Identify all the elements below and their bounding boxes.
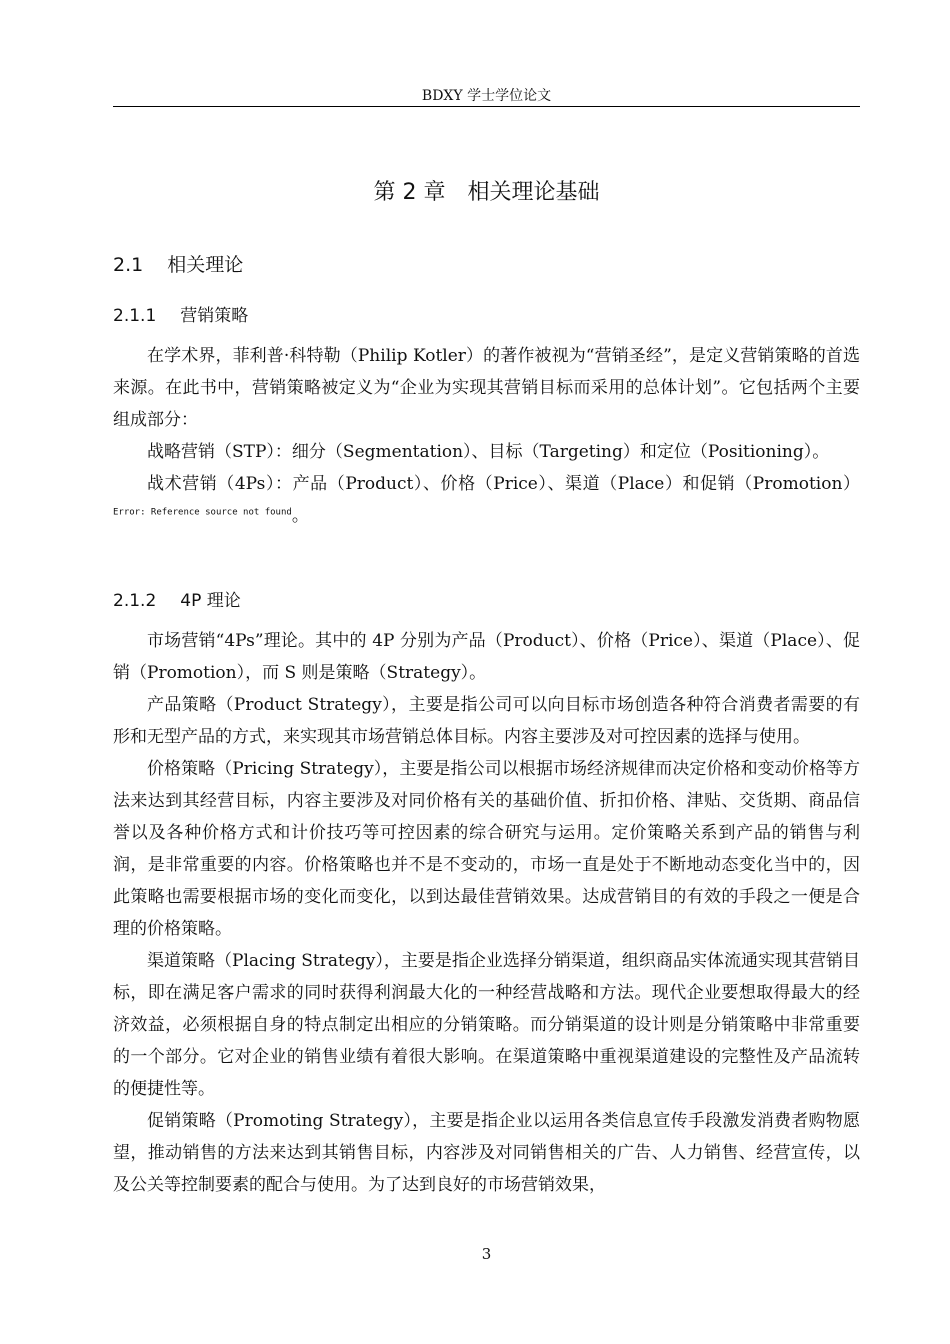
- paragraph: 产品策略（Product Strategy），主要是指公司可以向目标市场创造各种符合消费者需要的有形和无型产品的方式，来实现其市场营销总体目标。内容主要涉及对可控因素的选择与使用。: [113, 695, 860, 747]
- subsection-2-1-1-body: [113, 340, 860, 532]
- subsection-title: 4P 理论: [180, 591, 241, 611]
- reference-error: Error: Reference source not found: [113, 507, 292, 518]
- paragraph: 促销策略（Promoting Strategy），主要是指企业以运用各类信息宣传手段激发消费者购物愿望，推动销售的方法来达到其销售目标，内容涉及对同销售相关的广告、人力销售、经营宣传，以及公关等控制要素的配合与使用。为了达到良好的市场营销效果，: [113, 1111, 860, 1195]
- paragraph: 在学术界，菲利普·科特勒（Philip Kotler）的著作被视为“营销圣经”，是定义营销策略的首选来源。在此书中，营销策略被定义为“企业为实现其营销目标而采用的总体计划”。它包括两个主要组成部分：: [113, 346, 860, 430]
- chapter-number: 第 2 章: [373, 180, 446, 205]
- paragraph: 渠道策略（Placing Strategy），主要是指企业选择分销渠道，组织商品实体流通实现其营销目标，即在满足客户需求的同时获得利润最大化的一种经营战略和方法。现代企业要想取得最大的经济效益，必须根据自身的特点制定出相应的分销策略。而分销渠道的设计则是分销策略中非常重要的一个部分。它对企业的销售业绩有着很大影响。在渠道策略中重视渠道建设的完整性及产品流转的便捷性等。: [113, 951, 860, 1099]
- paragraph-text: 战术营销（4Ps）：产品（Product）、价格（Price）、渠道（Place）和促销（Promotion）: [147, 474, 860, 494]
- subsection-number: 2.1.2: [113, 591, 157, 611]
- paragraph: 战略营销（STP）：细分（Segmentation）、目标（Targeting）和定位（Positioning）。: [147, 442, 830, 462]
- chapter-heading: [113, 176, 860, 210]
- section-heading: [113, 250, 243, 280]
- section-number: 2.1: [113, 254, 144, 276]
- paragraph-end: 。: [291, 506, 309, 526]
- page-number: 3: [481, 1245, 492, 1263]
- chapter-title: 相关理论基础: [467, 180, 600, 205]
- paragraph: [113, 468, 860, 532]
- subsection-heading-2-1-2: [113, 587, 241, 615]
- running-header: BDXY 学士学位论文: [421, 88, 552, 104]
- header-rule: [113, 106, 860, 107]
- subsection-2-1-2-body: [113, 625, 860, 1201]
- subsection-title: 营销策略: [180, 306, 249, 326]
- section-title: 相关理论: [167, 254, 244, 276]
- paragraph: 市场营销“4Ps”理论。其中的 4P 分别为产品（Product）、价格（Price）、渠道（Place）、促销（Promotion），而 S 则是策略（Strategy）。: [113, 631, 860, 683]
- paragraph: 价格策略（Pricing Strategy），主要是指公司以根据市场经济规律而决定价格和变动价格等方法来达到其经营目标，内容主要涉及对同价格有关的基础价值、折扣价格、津贴、交货期、商品信誉以及各种价格方式和计价技巧等可控因素的综合研究与运用。定价策略关系到产品的销售与利润，是非常重要的内容。价格策略也并不是不变动的，市场一直是处于不断地动态变化当中的，因此策略也需要根据市场的变化而变化，以到达最佳营销效果。达成营销目的有效的手段之一便是合理的价格策略。: [113, 759, 860, 939]
- subsection-heading-2-1-1: [113, 302, 248, 330]
- subsection-number: 2.1.1: [113, 306, 157, 326]
